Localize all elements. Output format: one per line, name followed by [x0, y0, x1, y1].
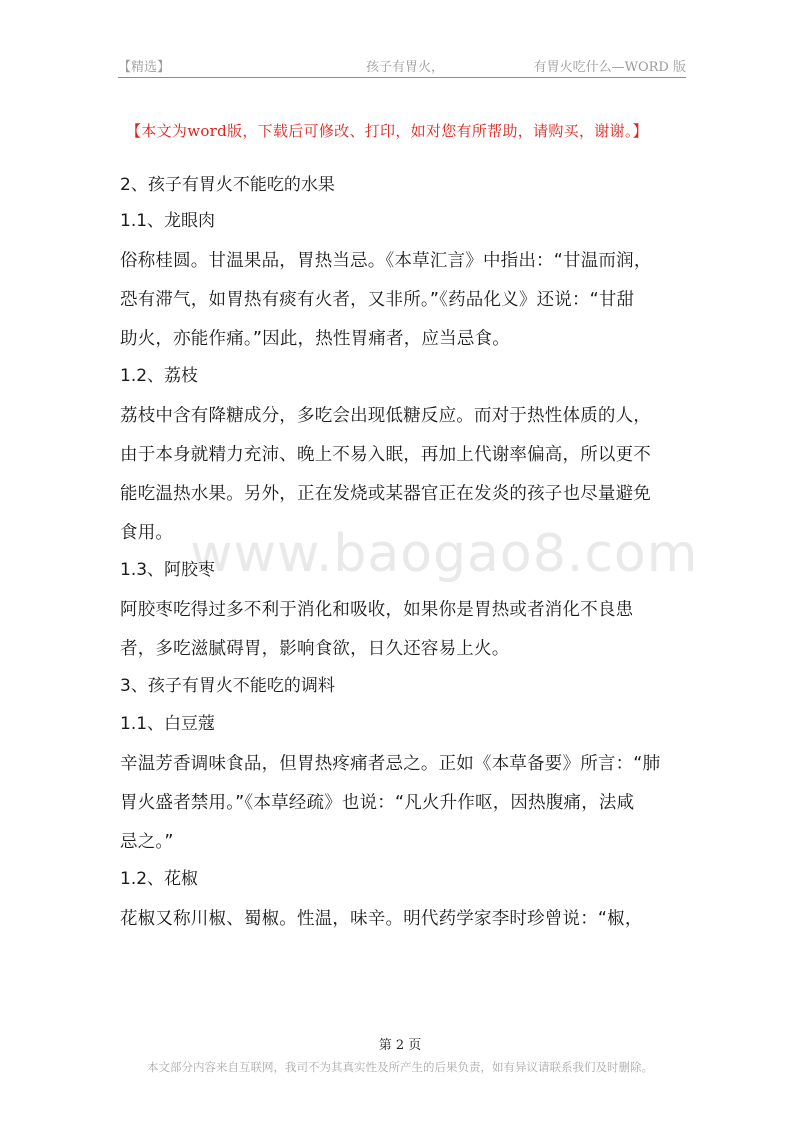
- document-body: [120, 168, 682, 939]
- text-line: 食用。: [120, 523, 174, 543]
- section-heading: 3、孩子有胃火不能吃的调料: [120, 676, 335, 696]
- text-line: 能吃温热水果。另外，正在发烧或某器官正在发炎的孩子也尽量避免: [120, 484, 651, 504]
- subsection-heading: 1.1、白豆蔻: [120, 714, 216, 734]
- text-line: 辛温芳香调味食品，但胃热疼痛者忌之。正如《本草备要》所言：“肺: [120, 754, 661, 774]
- text-line: 胃火盛者禁用。”《本草经疏》也说：“凡火升作呕，因热腹痛，法咸: [120, 793, 635, 813]
- text-line: 阿胶枣吃得过多不利于消化和吸收，如果你是胃热或者消化不良患: [120, 600, 634, 620]
- section-heading: 2、孩子有胃火不能吃的水果: [120, 175, 335, 195]
- subsection-heading: 1.1、龙眼肉: [120, 211, 216, 231]
- text-line: 荔枝中含有降糖成分，多吃会出现低糖反应。而对于热性体质的人，: [120, 406, 651, 426]
- text-line: 助火，亦能作痛。”因此，热性胃痛者，应当忌食。: [120, 329, 510, 349]
- header-right: 有胃火吃什么—WORD 版: [533, 60, 686, 75]
- page-header: [118, 56, 686, 76]
- header-left: 【精选】: [118, 60, 171, 75]
- paragraph: [120, 397, 682, 553]
- subsection-heading: 1.3、阿胶枣: [120, 560, 216, 580]
- paragraph: [120, 242, 682, 359]
- text-line: 俗称桂圆。甘温果品，胃热当忌。《本草汇言》中指出：“甘温而润，: [120, 251, 652, 271]
- paragraph: [120, 745, 682, 862]
- text-line: 忌之。”: [120, 832, 174, 852]
- text-line: 恐有滞气，如胃热有痰有火者，又非所。”《药品化义》还说：“甘甜: [120, 290, 635, 310]
- page-footer: 本文部分内容来自互联网，我司不为其真实性及所产生的后果负责，如有异议请联系我们及时删除。: [147, 1060, 653, 1074]
- subsection-heading: 1.2、花椒: [120, 869, 199, 889]
- subsection-heading: 1.2、荔枝: [120, 366, 199, 386]
- header-rule: [118, 77, 686, 78]
- page-number: 第 2 页: [378, 1038, 422, 1053]
- purchase-notice: 【本文为word版，下载后可修改、打印，如对您有所帮助，请购买，谢谢。】: [126, 122, 648, 140]
- paragraph: [120, 591, 682, 669]
- text-line: 者，多吃滋腻碍胃，影响食欲，日久还容易上火。: [120, 639, 510, 659]
- text-line: 花椒又称川椒、蜀椒。性温，味辛。明代药学家李时珍曾说：“椒，: [120, 909, 643, 929]
- text-line: 由于本身就精力充沛、晚上不易入眠，再加上代谢率偏高，所以更不: [120, 445, 651, 465]
- watermark: www.baogao8.com: [190, 524, 699, 584]
- paragraph: [120, 900, 682, 939]
- header-center: 孩子有胃火，: [366, 60, 445, 75]
